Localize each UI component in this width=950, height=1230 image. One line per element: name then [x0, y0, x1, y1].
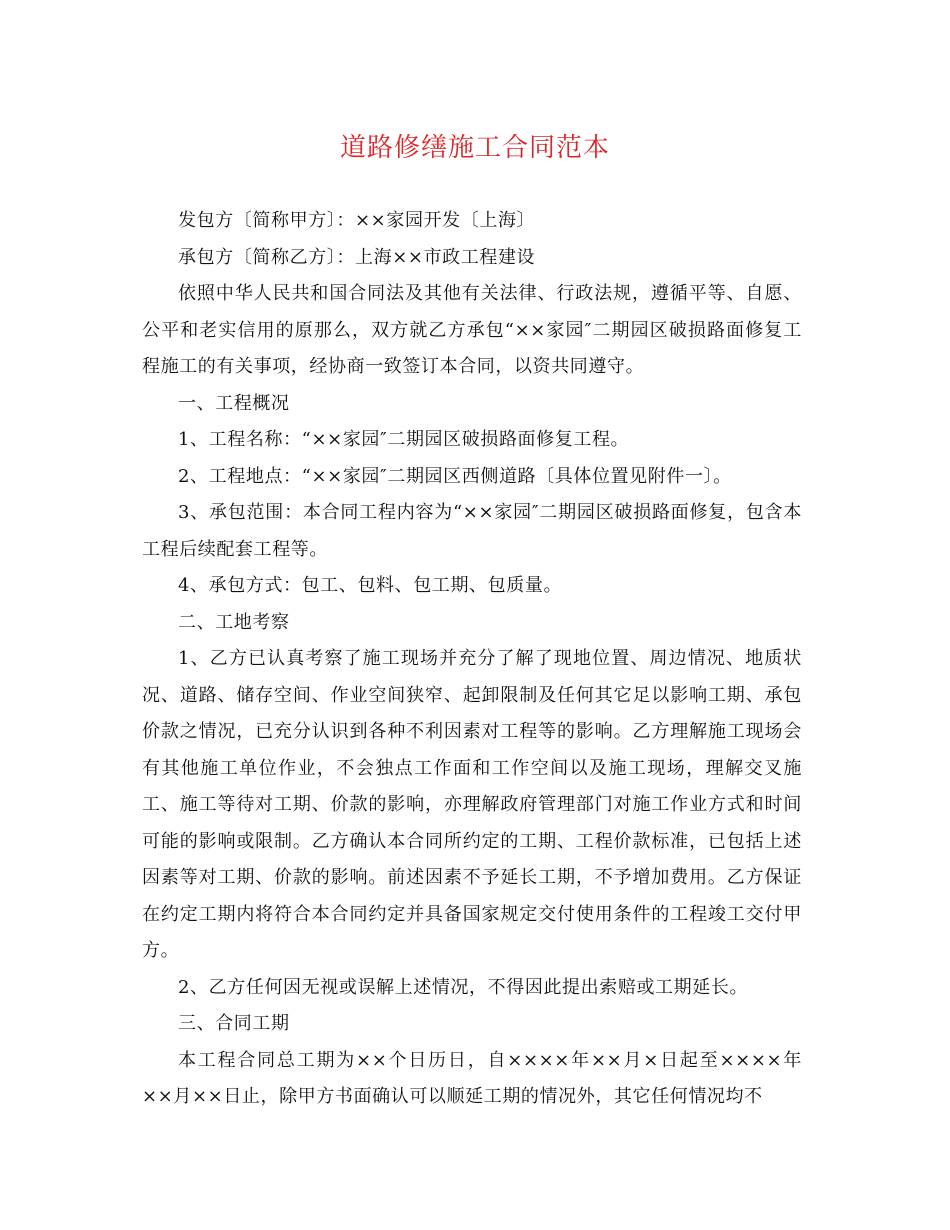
- document-title: 道路修缮施工合同范本: [339, 133, 610, 163]
- party-a-line: 发包方〔简称甲方〕：××家园开发〔上海〕: [178, 210, 536, 231]
- clause-paragraph: 1、乙方已认真考察了施工现场并充分了解了现地位置、周边情况、地质状况、道路、储存空间、作业空间狭窄、起卸限制及任何其它足以影响工期、承包价款之情况，已充分认识到各种不利因素对工程等的影响。乙方理解施工现场会有其他施工单位作业，不会独点工作面和工作空间以及施工现场，理解交叉施工、施工等待对工期、价款的影响，亦理解政府管理部门对施工作业方式和时间可能的影响或限制。乙方确认本合同所约定的工期、工程价款标准，已包括上述因素等对工期、价款的影响。前述因素不予延长工期，不予增加费用。乙方保证在约定工期内将符合本合同约定并具备国家规定交付使用条件的工程竣工交付甲方。: [142, 648, 802, 961]
- section-heading: 二、工地考察: [178, 611, 290, 633]
- clause-paragraph: 本工程合同总工期为××个日历日，自××××年××月×日起至××××年××月××日止，除甲方书面确认可以顺延工期的情况外，其它任何情况均不: [142, 1049, 802, 1107]
- clause-paragraph: 4、承包方式：包工、包料、包工期、包质量。: [178, 575, 563, 596]
- section-heading: 三、合同工期: [178, 1013, 290, 1034]
- document-body: [142, 203, 802, 1116]
- section-heading: 一、工程概况: [178, 392, 290, 414]
- clause-paragraph: 2、工程地点：“××家园″二期园区西侧道路〔具体位置见附件一〕。: [178, 465, 732, 487]
- preamble-paragraph: 依照中华人民共和国合同法及其他有关法律、行政法规，遵循平等、自愿、公平和老实信用的原那么，双方就乙方承包“××家园″二期园区破损路面修复工程施工的有关事项，经协商一致签订本合同，以资共同遵守。: [142, 283, 802, 377]
- clause-paragraph: 1、工程名称：“××家园″二期园区破损路面修复工程。: [178, 429, 630, 450]
- party-b-line: 承包方〔简称乙方〕：上海××市政工程建设: [178, 246, 536, 268]
- clause-paragraph: 2、乙方任何因无视或误解上述情况，不得因此提出索赔或工期延长。: [178, 976, 749, 998]
- clause-paragraph: 3、承包范围：本合同工程内容为“××家园″二期园区破损路面修复，包含本工程后续配套工程等。: [142, 502, 802, 560]
